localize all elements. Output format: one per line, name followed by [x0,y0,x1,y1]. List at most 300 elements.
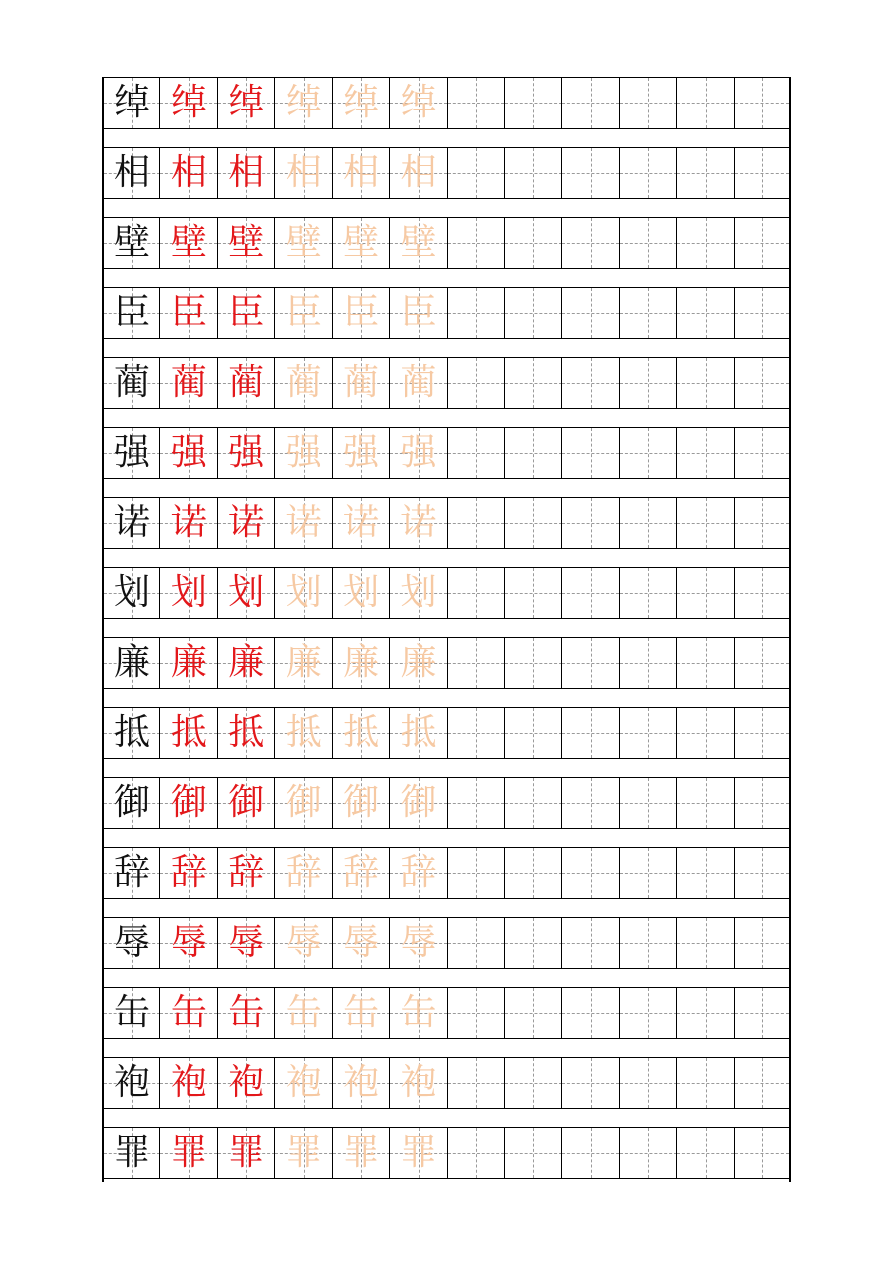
grid-cell[interactable] [561,217,619,269]
vertical-guide [591,78,592,128]
grid-cell[interactable] [676,217,734,269]
trace-character: 诺 [228,502,265,543]
practice-row [102,847,791,899]
grid-cell [217,77,275,129]
vertical-guide [591,1058,592,1108]
grid-cell[interactable] [676,357,734,409]
model-character: 诺 [113,502,150,543]
grid-cell[interactable] [734,1057,791,1109]
grid-cell[interactable] [676,77,734,129]
grid-cell [102,567,160,619]
vertical-guide [648,428,649,478]
grid-cell [389,777,447,829]
grid-cell [332,497,390,549]
grid-cell [102,1057,160,1109]
vertical-guide [762,1128,763,1178]
grid-cell[interactable] [561,1127,619,1179]
faint-trace-character: 强 [285,432,322,473]
grid-cell[interactable] [561,847,619,899]
trace-character: 相 [228,152,265,193]
grid-cell [389,917,447,969]
grid-cell [274,917,332,969]
grid-cell [217,357,275,409]
grid-cell [159,1127,217,1179]
practice-row [102,707,791,759]
grid-cell[interactable] [561,637,619,689]
faint-trace-character: 诺 [400,502,437,543]
practice-row [102,357,791,409]
grid-cell[interactable] [447,567,505,619]
grid-cell[interactable] [504,777,562,829]
grid-cell [102,357,160,409]
grid-cell[interactable] [561,427,619,479]
grid-cell[interactable] [447,987,505,1039]
faint-trace-character: 相 [285,152,322,193]
vertical-guide [476,1128,477,1178]
vertical-guide [648,918,649,968]
row-spacer [102,199,791,217]
grid-cell [217,917,275,969]
grid-cell [274,427,332,479]
faint-trace-character: 御 [400,782,437,823]
grid-cell[interactable] [561,917,619,969]
grid-cell[interactable] [504,217,562,269]
practice-row [102,917,791,969]
grid-cell[interactable] [734,917,791,969]
grid-cell [332,427,390,479]
trace-character: 辱 [170,922,207,963]
vertical-guide [533,1128,534,1178]
vertical-guide [648,78,649,128]
faint-trace-character: 辱 [285,922,322,963]
grid-cell[interactable] [734,637,791,689]
vertical-guide [648,1058,649,1108]
row-spacer [102,829,791,847]
model-character: 缶 [113,992,150,1033]
grid-cell [389,287,447,339]
faint-trace-character: 抵 [343,712,380,753]
grid-cell [102,287,160,339]
grid-cell[interactable] [676,147,734,199]
grid-cell [102,77,160,129]
grid-cell[interactable] [504,1127,562,1179]
model-character: 辱 [113,922,150,963]
practice-row [102,217,791,269]
grid-cell[interactable] [734,847,791,899]
grid-cell [159,427,217,479]
vertical-guide [648,148,649,198]
grid-cell [274,847,332,899]
faint-trace-character: 强 [400,432,437,473]
grid-cell[interactable] [504,987,562,1039]
grid-cell [159,567,217,619]
vertical-guide [476,218,477,268]
grid-cell[interactable] [619,1127,677,1179]
grid-cell[interactable] [561,567,619,619]
vertical-guide [533,288,534,338]
grid-cell[interactable] [676,567,734,619]
grid-cell[interactable] [619,427,677,479]
grid-cell [274,357,332,409]
model-character: 臣 [113,292,150,333]
trace-character: 强 [228,432,265,473]
faint-trace-character: 诺 [343,502,380,543]
grid-cell[interactable] [447,1127,505,1179]
faint-trace-character: 罪 [400,1132,437,1173]
grid-cell[interactable] [619,1057,677,1109]
grid-cell[interactable] [619,637,677,689]
row-spacer [102,1039,791,1057]
grid-cell[interactable] [504,637,562,689]
practice-row [102,77,791,129]
vertical-guide [476,1058,477,1108]
trace-character: 辱 [228,922,265,963]
row-spacer [102,479,791,497]
grid-cell [102,777,160,829]
grid-cell [217,637,275,689]
grid-cell[interactable] [734,497,791,549]
trace-character: 壁 [170,222,207,263]
grid-cell[interactable] [676,917,734,969]
vertical-guide [762,288,763,338]
grid-cell[interactable] [676,777,734,829]
vertical-guide [533,148,534,198]
model-character: 抵 [113,712,150,753]
grid-cell [217,567,275,619]
grid-cell [389,427,447,479]
vertical-guide [591,638,592,688]
grid-cell [159,287,217,339]
grid-cell[interactable] [619,777,677,829]
trace-character: 缶 [228,992,265,1033]
grid-cell [274,287,332,339]
grid-cell[interactable] [447,847,505,899]
vertical-guide [476,918,477,968]
row-spacer [102,759,791,777]
grid-cell[interactable] [734,1127,791,1179]
grid-cell [389,147,447,199]
vertical-guide [648,288,649,338]
grid-cell [274,707,332,759]
vertical-guide [476,78,477,128]
grid-cell [332,777,390,829]
grid-bottom-edge [102,1179,791,1182]
grid-cell[interactable] [447,917,505,969]
faint-trace-character: 抵 [400,712,437,753]
grid-cell[interactable] [734,147,791,199]
trace-character: 绰 [170,82,207,123]
grid-cell[interactable] [676,497,734,549]
vertical-guide [476,288,477,338]
vertical-guide [706,638,707,688]
practice-row [102,147,791,199]
vertical-guide [706,358,707,408]
grid-cell[interactable] [504,847,562,899]
grid-cell[interactable] [504,77,562,129]
grid-cell [332,1127,390,1179]
grid-cell [159,847,217,899]
grid-cell[interactable] [619,287,677,339]
vertical-guide [648,498,649,548]
vertical-guide [762,848,763,898]
grid-cell[interactable] [447,707,505,759]
faint-trace-character: 罪 [343,1132,380,1173]
grid-cell[interactable] [504,497,562,549]
grid-cell[interactable] [619,217,677,269]
grid-cell [102,987,160,1039]
faint-trace-character: 绰 [285,82,322,123]
vertical-guide [706,428,707,478]
grid-cell [159,217,217,269]
trace-character: 臣 [170,292,207,333]
trace-character: 袍 [170,1062,207,1103]
practice-row [102,637,791,689]
grid-cell[interactable] [676,1057,734,1109]
faint-trace-character: 袍 [285,1062,322,1103]
grid-cell [274,777,332,829]
row-spacer [102,689,791,707]
faint-trace-character: 壁 [400,222,437,263]
grid-cell [159,77,217,129]
grid-cell[interactable] [619,147,677,199]
vertical-guide [591,778,592,828]
grid-cell [332,217,390,269]
row-spacer [102,969,791,987]
grid-cell[interactable] [619,357,677,409]
faint-trace-character: 袍 [343,1062,380,1103]
grid-cell[interactable] [619,707,677,759]
grid-cell [159,707,217,759]
grid-cell[interactable] [619,77,677,129]
vertical-guide [706,1058,707,1108]
row-spacer [102,409,791,427]
grid-cell [274,637,332,689]
grid-cell[interactable] [676,287,734,339]
faint-trace-character: 壁 [343,222,380,263]
vertical-guide [648,848,649,898]
vertical-guide [648,1128,649,1178]
faint-trace-character: 壁 [285,222,322,263]
grid-cell[interactable] [561,147,619,199]
grid-cell [159,497,217,549]
vertical-guide [533,218,534,268]
model-character: 廉 [113,642,150,683]
trace-character: 辞 [170,852,207,893]
grid-cell[interactable] [447,147,505,199]
grid-cell[interactable] [504,357,562,409]
trace-character: 罪 [228,1132,265,1173]
vertical-guide [706,708,707,758]
model-character: 御 [113,782,150,823]
vertical-guide [591,288,592,338]
grid-cell[interactable] [734,707,791,759]
vertical-guide [476,988,477,1038]
grid-cell[interactable] [734,287,791,339]
grid-cell [159,637,217,689]
vertical-guide [762,78,763,128]
grid-cell[interactable] [734,217,791,269]
grid-cell[interactable] [561,497,619,549]
vertical-guide [706,288,707,338]
practice-row [102,777,791,829]
grid-cell[interactable] [561,987,619,1039]
vertical-guide [533,1058,534,1108]
grid-cell[interactable] [504,287,562,339]
grid-cell[interactable] [676,707,734,759]
faint-trace-character: 蔺 [400,362,437,403]
grid-cell [217,707,275,759]
faint-trace-character: 相 [400,152,437,193]
faint-trace-character: 廉 [400,642,437,683]
grid-cell[interactable] [504,147,562,199]
vertical-guide [648,778,649,828]
grid-cell[interactable] [504,917,562,969]
grid-cell[interactable] [619,917,677,969]
grid-cell [389,217,447,269]
grid-cell[interactable] [619,497,677,549]
grid-cell[interactable] [619,567,677,619]
faint-trace-character: 臣 [285,292,322,333]
grid-cell[interactable] [734,427,791,479]
trace-character: 廉 [228,642,265,683]
trace-character: 抵 [170,712,207,753]
faint-trace-character: 抵 [285,712,322,753]
row-spacer [102,549,791,567]
grid-cell [389,567,447,619]
grid-cell [102,917,160,969]
vertical-guide [533,918,534,968]
grid-cell[interactable] [447,1057,505,1109]
vertical-guide [648,638,649,688]
grid-cell[interactable] [447,777,505,829]
grid-cell [217,777,275,829]
grid-cell[interactable] [734,357,791,409]
vertical-guide [706,918,707,968]
vertical-guide [706,848,707,898]
trace-character: 缶 [170,992,207,1033]
grid-cell[interactable] [676,637,734,689]
grid-cell[interactable] [676,1127,734,1179]
grid-cell [274,987,332,1039]
grid-cell [159,1057,217,1109]
grid-cell[interactable] [619,987,677,1039]
grid-cell[interactable] [734,777,791,829]
faint-trace-character: 袍 [400,1062,437,1103]
grid-cell [389,637,447,689]
vertical-guide [762,218,763,268]
grid-cell [159,357,217,409]
vertical-guide [533,78,534,128]
practice-row [102,567,791,619]
row-spacer [102,269,791,287]
trace-character: 抵 [228,712,265,753]
grid-cell[interactable] [561,1057,619,1109]
grid-cell[interactable] [561,287,619,339]
vertical-guide [762,1058,763,1108]
vertical-guide [476,848,477,898]
grid-cell[interactable] [504,1057,562,1109]
vertical-guide [591,848,592,898]
model-character: 相 [113,152,150,193]
grid-cell [332,357,390,409]
vertical-guide [762,148,763,198]
vertical-guide [591,708,592,758]
vertical-guide [648,358,649,408]
grid-cell[interactable] [734,567,791,619]
grid-cell[interactable] [447,427,505,479]
model-character: 绰 [113,82,150,123]
trace-character: 辞 [228,852,265,893]
row-spacer [102,339,791,357]
faint-trace-character: 廉 [343,642,380,683]
practice-row [102,287,791,339]
grid-cell[interactable] [504,567,562,619]
grid-cell[interactable] [676,427,734,479]
vertical-guide [591,498,592,548]
practice-row [102,1127,791,1179]
grid-cell [332,707,390,759]
grid-cell[interactable] [447,77,505,129]
grid-cell[interactable] [676,987,734,1039]
vertical-guide [476,428,477,478]
grid-cell[interactable] [734,987,791,1039]
grid-cell [217,1127,275,1179]
grid-cell[interactable] [561,357,619,409]
trace-character: 蔺 [228,362,265,403]
grid-cell [332,637,390,689]
grid-cell[interactable] [504,707,562,759]
vertical-guide [762,708,763,758]
grid-cell[interactable] [561,777,619,829]
grid-cell[interactable] [447,217,505,269]
faint-trace-character: 缶 [400,992,437,1033]
vertical-guide [706,78,707,128]
trace-character: 御 [228,782,265,823]
faint-trace-character: 绰 [343,82,380,123]
grid-cell [102,847,160,899]
faint-trace-character: 辞 [400,852,437,893]
vertical-guide [476,148,477,198]
grid-cell[interactable] [447,637,505,689]
grid-cell[interactable] [734,77,791,129]
grid-cell [332,77,390,129]
grid-cell [102,1127,160,1179]
faint-trace-character: 辱 [343,922,380,963]
vertical-guide [591,988,592,1038]
grid-cell[interactable] [447,497,505,549]
grid-cell [389,1127,447,1179]
faint-trace-character: 辞 [285,852,322,893]
grid-cell[interactable] [504,427,562,479]
vertical-guide [533,638,534,688]
grid-cell[interactable] [676,847,734,899]
grid-cell [274,1057,332,1109]
grid-cell[interactable] [447,287,505,339]
grid-cell [217,217,275,269]
grid-cell[interactable] [447,357,505,409]
grid-cell [389,77,447,129]
practice-row [102,427,791,479]
grid-cell[interactable] [619,847,677,899]
vertical-guide [706,1128,707,1178]
grid-cell [389,707,447,759]
grid-cell [217,987,275,1039]
grid-cell [332,567,390,619]
vertical-guide [591,358,592,408]
grid-cell [389,847,447,899]
grid-cell[interactable] [561,707,619,759]
grid-cell[interactable] [561,77,619,129]
